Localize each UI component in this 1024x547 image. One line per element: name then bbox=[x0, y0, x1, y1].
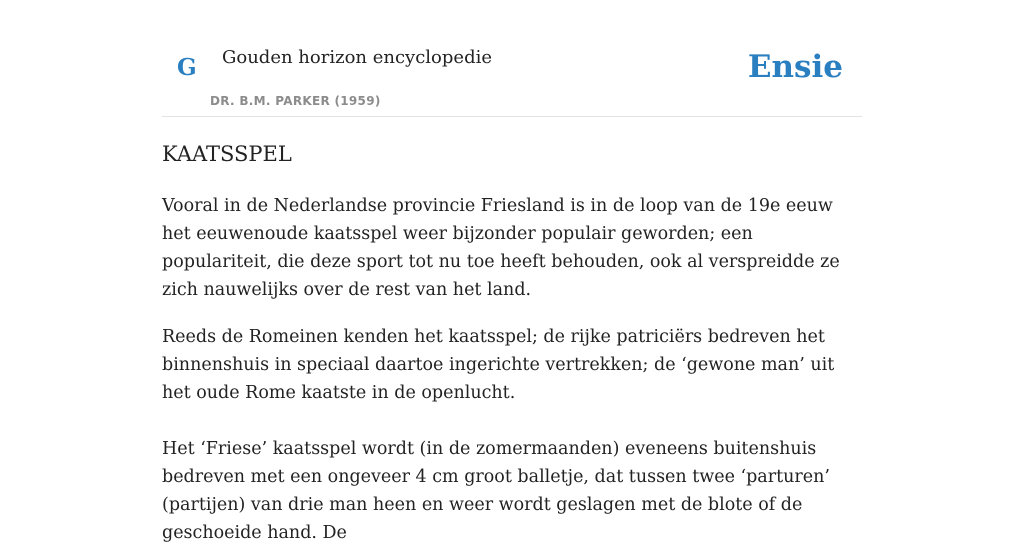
article-paragraph: Vooral in de Nederlandse provincie Friesland is in de loop van de 19e eeuw het eeuwenoude kaatsspel weer bijzonder populair geworden; een populariteit, die deze sport tot nu toe heeft behouden, ook al verspreidde ze zich nauwelijks over de rest van het land. bbox=[162, 196, 840, 300]
ensie-logo-link[interactable]: Ensie bbox=[747, 49, 843, 85]
article-paragraph: Het ‘Friese’ kaatsspel wordt (in de zomermaanden) eveneens buitenshuis bedreven met een ongeveer 4 cm groot balletje, dat tussen twee ‘parturen’ (partijen) van drie man heen en weer wordt geslagen met de blote of de geschoeide hand. De bbox=[162, 439, 830, 543]
book-title-link[interactable]: Gouden horizon encyclopedie bbox=[222, 47, 492, 68]
article-paragraph: Reeds de Romeinen kenden het kaatsspel; de rijke patriciërs bedreven het binnenshuis in speciaal daartoe ingerichte vertrekken; de ‘gewone man’ uit het oude Rome kaatste in de openlucht. bbox=[162, 327, 835, 403]
book-logo-icon[interactable]: G bbox=[177, 54, 197, 81]
article-title: KAATSSPEL bbox=[162, 142, 292, 166]
book-author: DR. B.M. PARKER (1959) bbox=[210, 94, 381, 108]
page-header bbox=[162, 0, 862, 117]
